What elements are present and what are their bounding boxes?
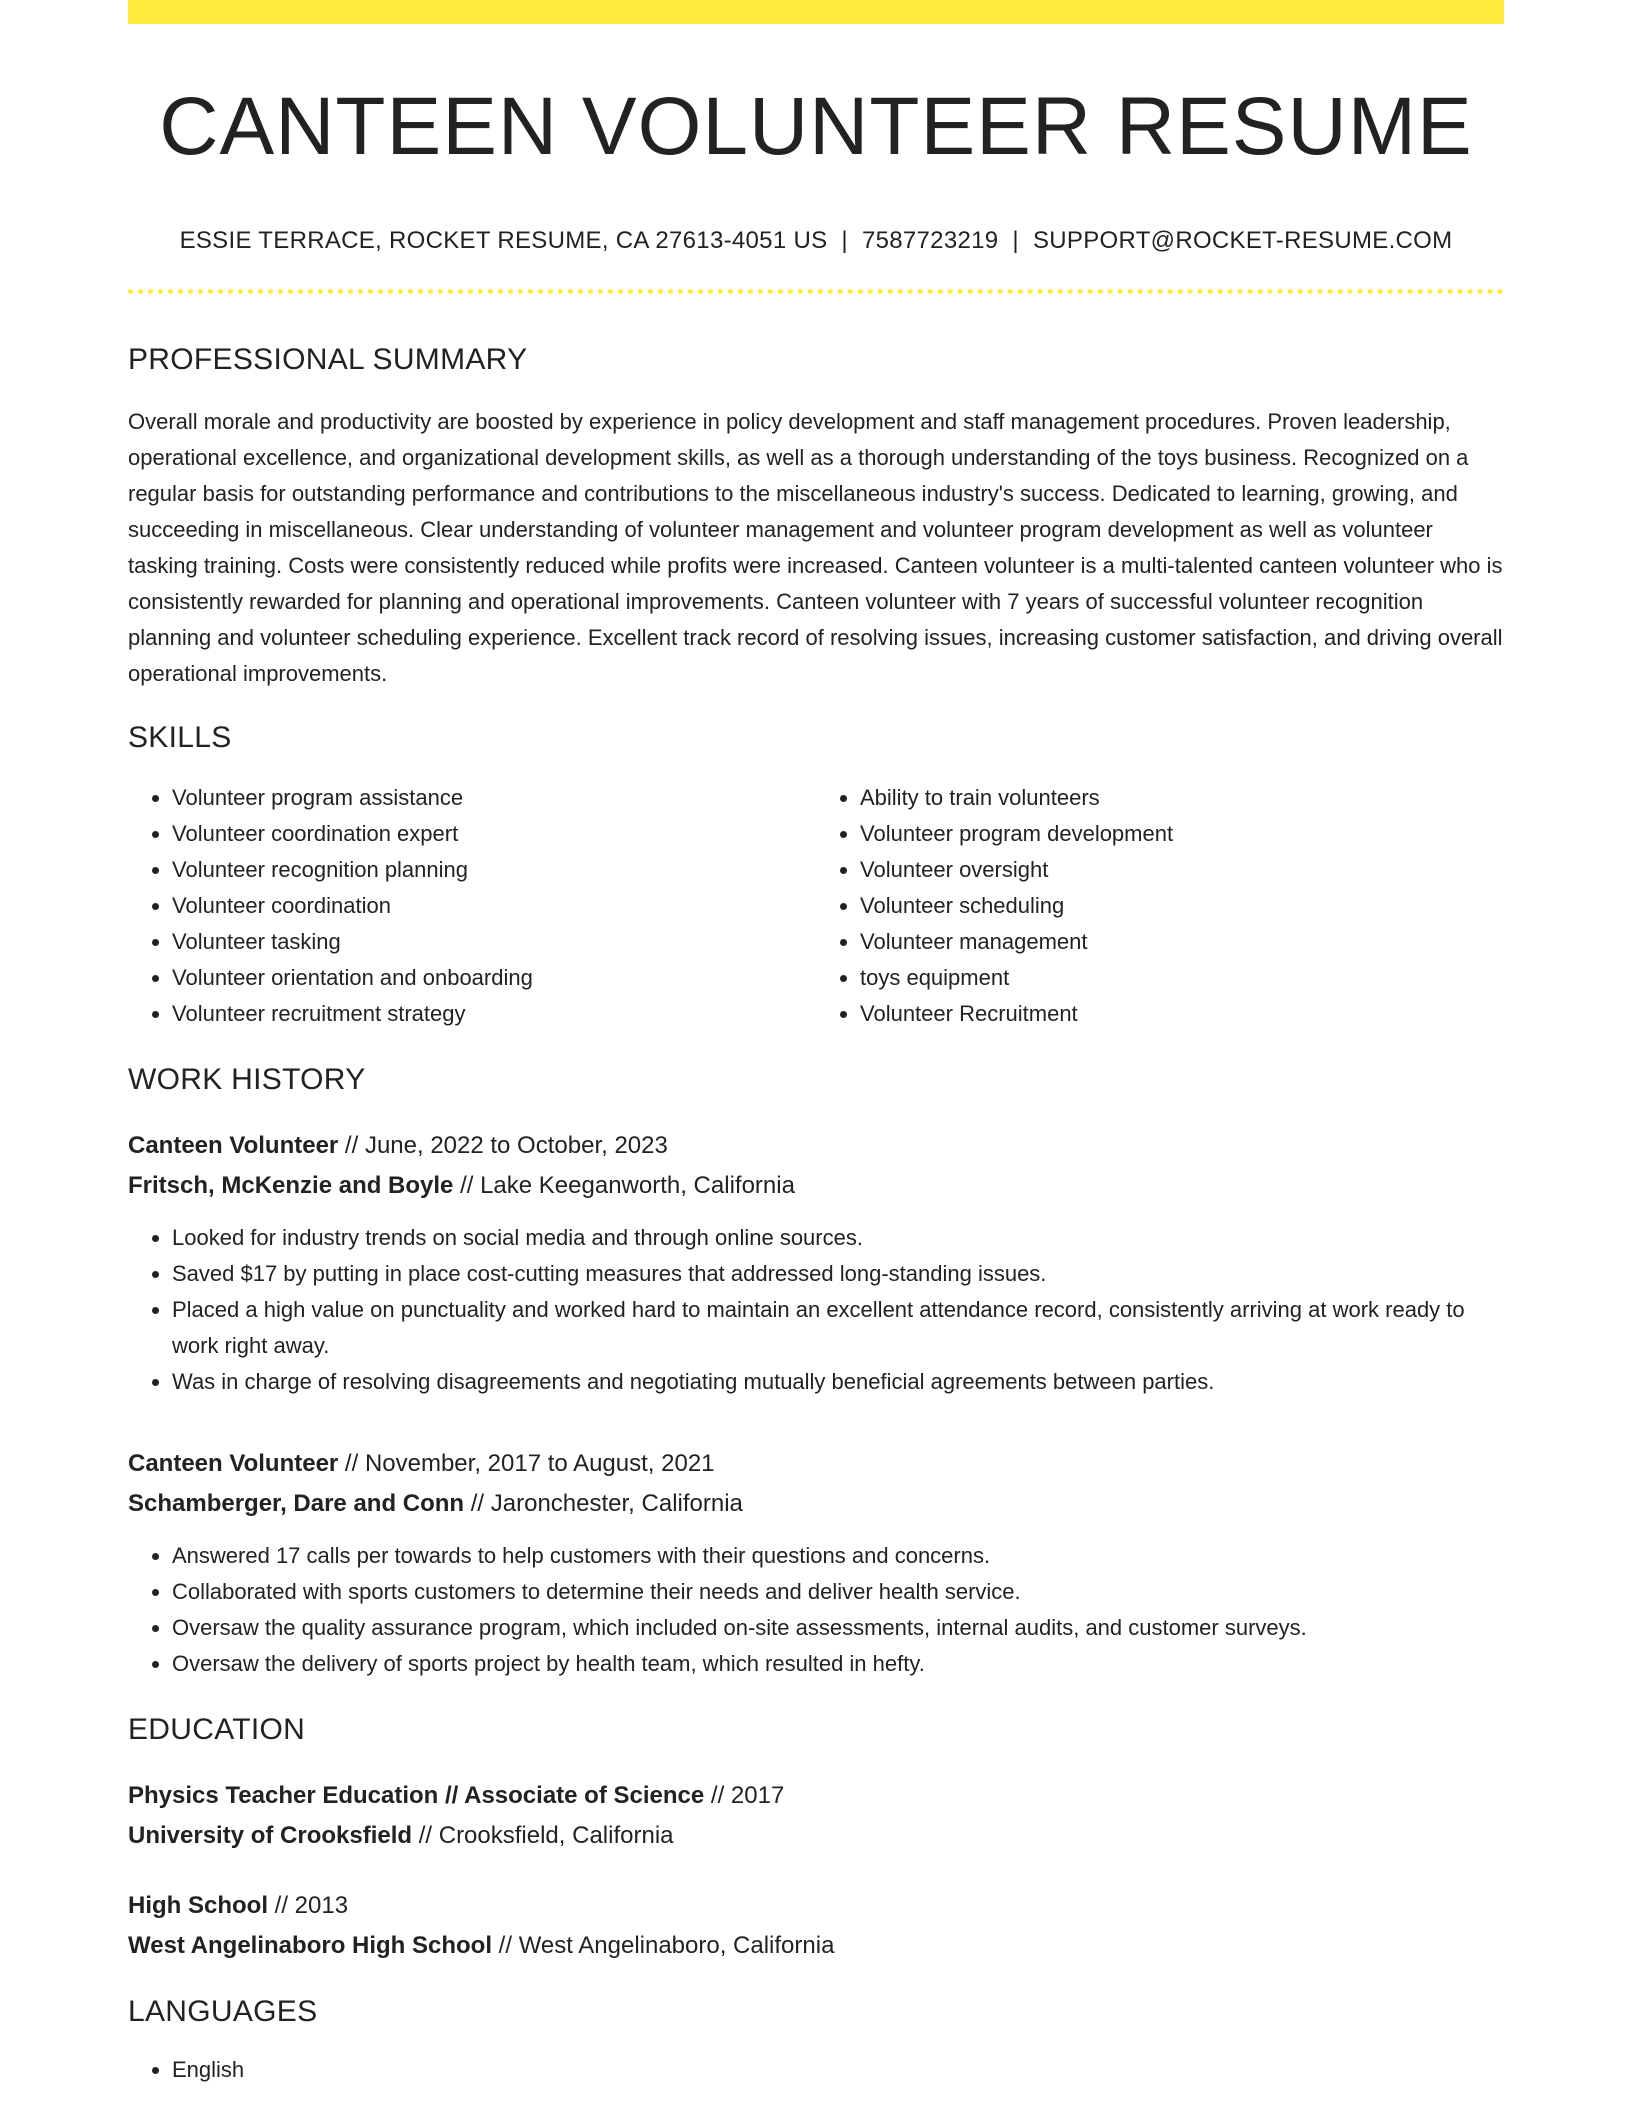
- job-company: Fritsch, McKenzie and Boyle: [128, 1172, 454, 1200]
- job-dates: // June, 2022 to October, 2023: [338, 1132, 668, 1160]
- section-title-summary: PROFESSIONAL SUMMARY: [128, 343, 528, 377]
- skill-item: • Volunteer orientation and onboarding: [172, 960, 816, 996]
- skill-item: • Volunteer scheduling: [860, 888, 1504, 924]
- skill-item: • Ability to train volunteers: [860, 780, 1504, 816]
- skill-item: • Volunteer recognition planning: [172, 852, 816, 888]
- job-bullet: • Was in charge of resolving disagreements and negotiating mutually beneficial agreements between parties.: [172, 1364, 1504, 1400]
- job-company-line: [128, 1166, 1504, 1206]
- accent-bar: [128, 0, 1504, 24]
- job-company: Schamberger, Dare and Conn: [128, 1490, 465, 1518]
- job-entry: [128, 1126, 1504, 1400]
- skill-item: • Volunteer program assistance: [172, 780, 816, 816]
- education-degree-line: [128, 1886, 1504, 1926]
- skills-column-right: [816, 780, 1504, 1032]
- skill-item: • Volunteer tasking: [172, 924, 816, 960]
- job-entry: [128, 1444, 1504, 1682]
- education-school: University of Crooksfield: [128, 1822, 413, 1850]
- section-title-education: EDUCATION: [128, 1713, 306, 1747]
- section-title-work-history: WORK HISTORY: [128, 1063, 366, 1097]
- education-degree-line: [128, 1776, 1504, 1816]
- education-school-line: [128, 1926, 1504, 1966]
- skills-column-left: [128, 780, 816, 1032]
- contact-separator: |: [1012, 227, 1019, 255]
- resume-title: CANTEEN VOLUNTEER RESUME: [159, 81, 1473, 172]
- job-bullet: • Collaborated with sports customers to determine their needs and deliver health service.: [172, 1574, 1504, 1610]
- job-bullet: • Answered 17 calls per towards to help customers with their questions and concerns.: [172, 1538, 1504, 1574]
- contact-phone: 7587723219: [861, 227, 999, 255]
- education-degree: Physics Teacher Education // Associate of Science: [128, 1782, 705, 1810]
- job-bullets: [128, 1538, 1504, 1682]
- contact-line: [128, 227, 1504, 255]
- job-bullet: • Looked for industry trends on social media and through online sources.: [172, 1220, 1504, 1256]
- job-company-line: [128, 1484, 1504, 1524]
- language-item: • English: [172, 2052, 1504, 2088]
- skill-item: • Volunteer recruitment strategy: [172, 996, 816, 1032]
- skill-item: • Volunteer Recruitment: [860, 996, 1504, 1032]
- dotted-divider: [128, 289, 1504, 294]
- skill-item: • Volunteer program development: [860, 816, 1504, 852]
- contact-email: SUPPORT@ROCKET-RESUME.COM: [1032, 227, 1453, 255]
- education-school-line: [128, 1816, 1504, 1856]
- job-bullet: • Placed a high value on punctuality and worked hard to maintain an excellent attendance record, consistently arriving at work ready to work right away.: [172, 1292, 1504, 1364]
- education-school: West Angelinaboro High School: [128, 1932, 493, 1960]
- education-year: // 2017: [704, 1782, 785, 1810]
- skill-item: • Volunteer oversight: [860, 852, 1504, 888]
- education-location: // West Angelinaboro, California: [492, 1932, 835, 1960]
- job-location: // Jaronchester, California: [464, 1490, 743, 1518]
- skill-item: • toys equipment: [860, 960, 1504, 996]
- section-title-skills: SKILLS: [128, 721, 232, 755]
- job-dates: // November, 2017 to August, 2021: [338, 1450, 715, 1478]
- resume-page: [128, 0, 1504, 2088]
- job-location: // Lake Keeganworth, California: [453, 1172, 795, 1200]
- summary-text: Overall morale and productivity are boosted by experience in policy development and staff management procedures. Proven leadership, operational excellence, and organizational development skills, as well as a thorough understanding of the toys business. Recognized on a regular basis for outstanding performance and contributions to the miscellaneous industry's success. Dedicated to learning, growing, and succeeding in miscellaneous. Clear understanding of volunteer management and volunteer program development as well as volunteer tasking training. Costs were consistently reduced while profits were increased. Canteen volunteer is a multi-talented canteen volunteer who is consistently rewarded for planning and operational improvements. Canteen volunteer with 7 years of successful volunteer recognition planning and volunteer scheduling experience. Excellent track record of resolving issues, increasing customer satisfaction, and driving overall operational improvements.: [128, 409, 1503, 687]
- education-degree: High School: [128, 1892, 268, 1920]
- job-title-line: [128, 1444, 1504, 1484]
- job-bullet: • Oversaw the quality assurance program, which included on-site assessments, internal audits, and customer surveys.: [172, 1610, 1504, 1646]
- job-title-line: [128, 1126, 1504, 1166]
- languages-list: [128, 2052, 1504, 2088]
- education-entry: [128, 1776, 1504, 1856]
- job-bullets: [128, 1220, 1504, 1400]
- job-role: Canteen Volunteer: [128, 1450, 339, 1478]
- education-location: // Crooksfield, California: [412, 1822, 674, 1850]
- education-year: // 2013: [268, 1892, 349, 1920]
- contact-separator: |: [841, 227, 848, 255]
- skill-item: • Volunteer coordination: [172, 888, 816, 924]
- job-bullet: • Saved $17 by putting in place cost-cutting measures that addressed long-standing issues.: [172, 1256, 1504, 1292]
- education-entry: [128, 1886, 1504, 1966]
- skill-item: • Volunteer coordination expert: [172, 816, 816, 852]
- contact-address: ESSIE TERRACE, ROCKET RESUME, CA 27613-4051 US: [179, 227, 828, 255]
- skills-list: [128, 780, 1504, 1032]
- job-bullet: • Oversaw the delivery of sports project by health team, which resulted in hefty.: [172, 1646, 1504, 1682]
- job-role: Canteen Volunteer: [128, 1132, 339, 1160]
- section-title-languages: LANGUAGES: [128, 1995, 318, 2029]
- skill-item: • Volunteer management: [860, 924, 1504, 960]
